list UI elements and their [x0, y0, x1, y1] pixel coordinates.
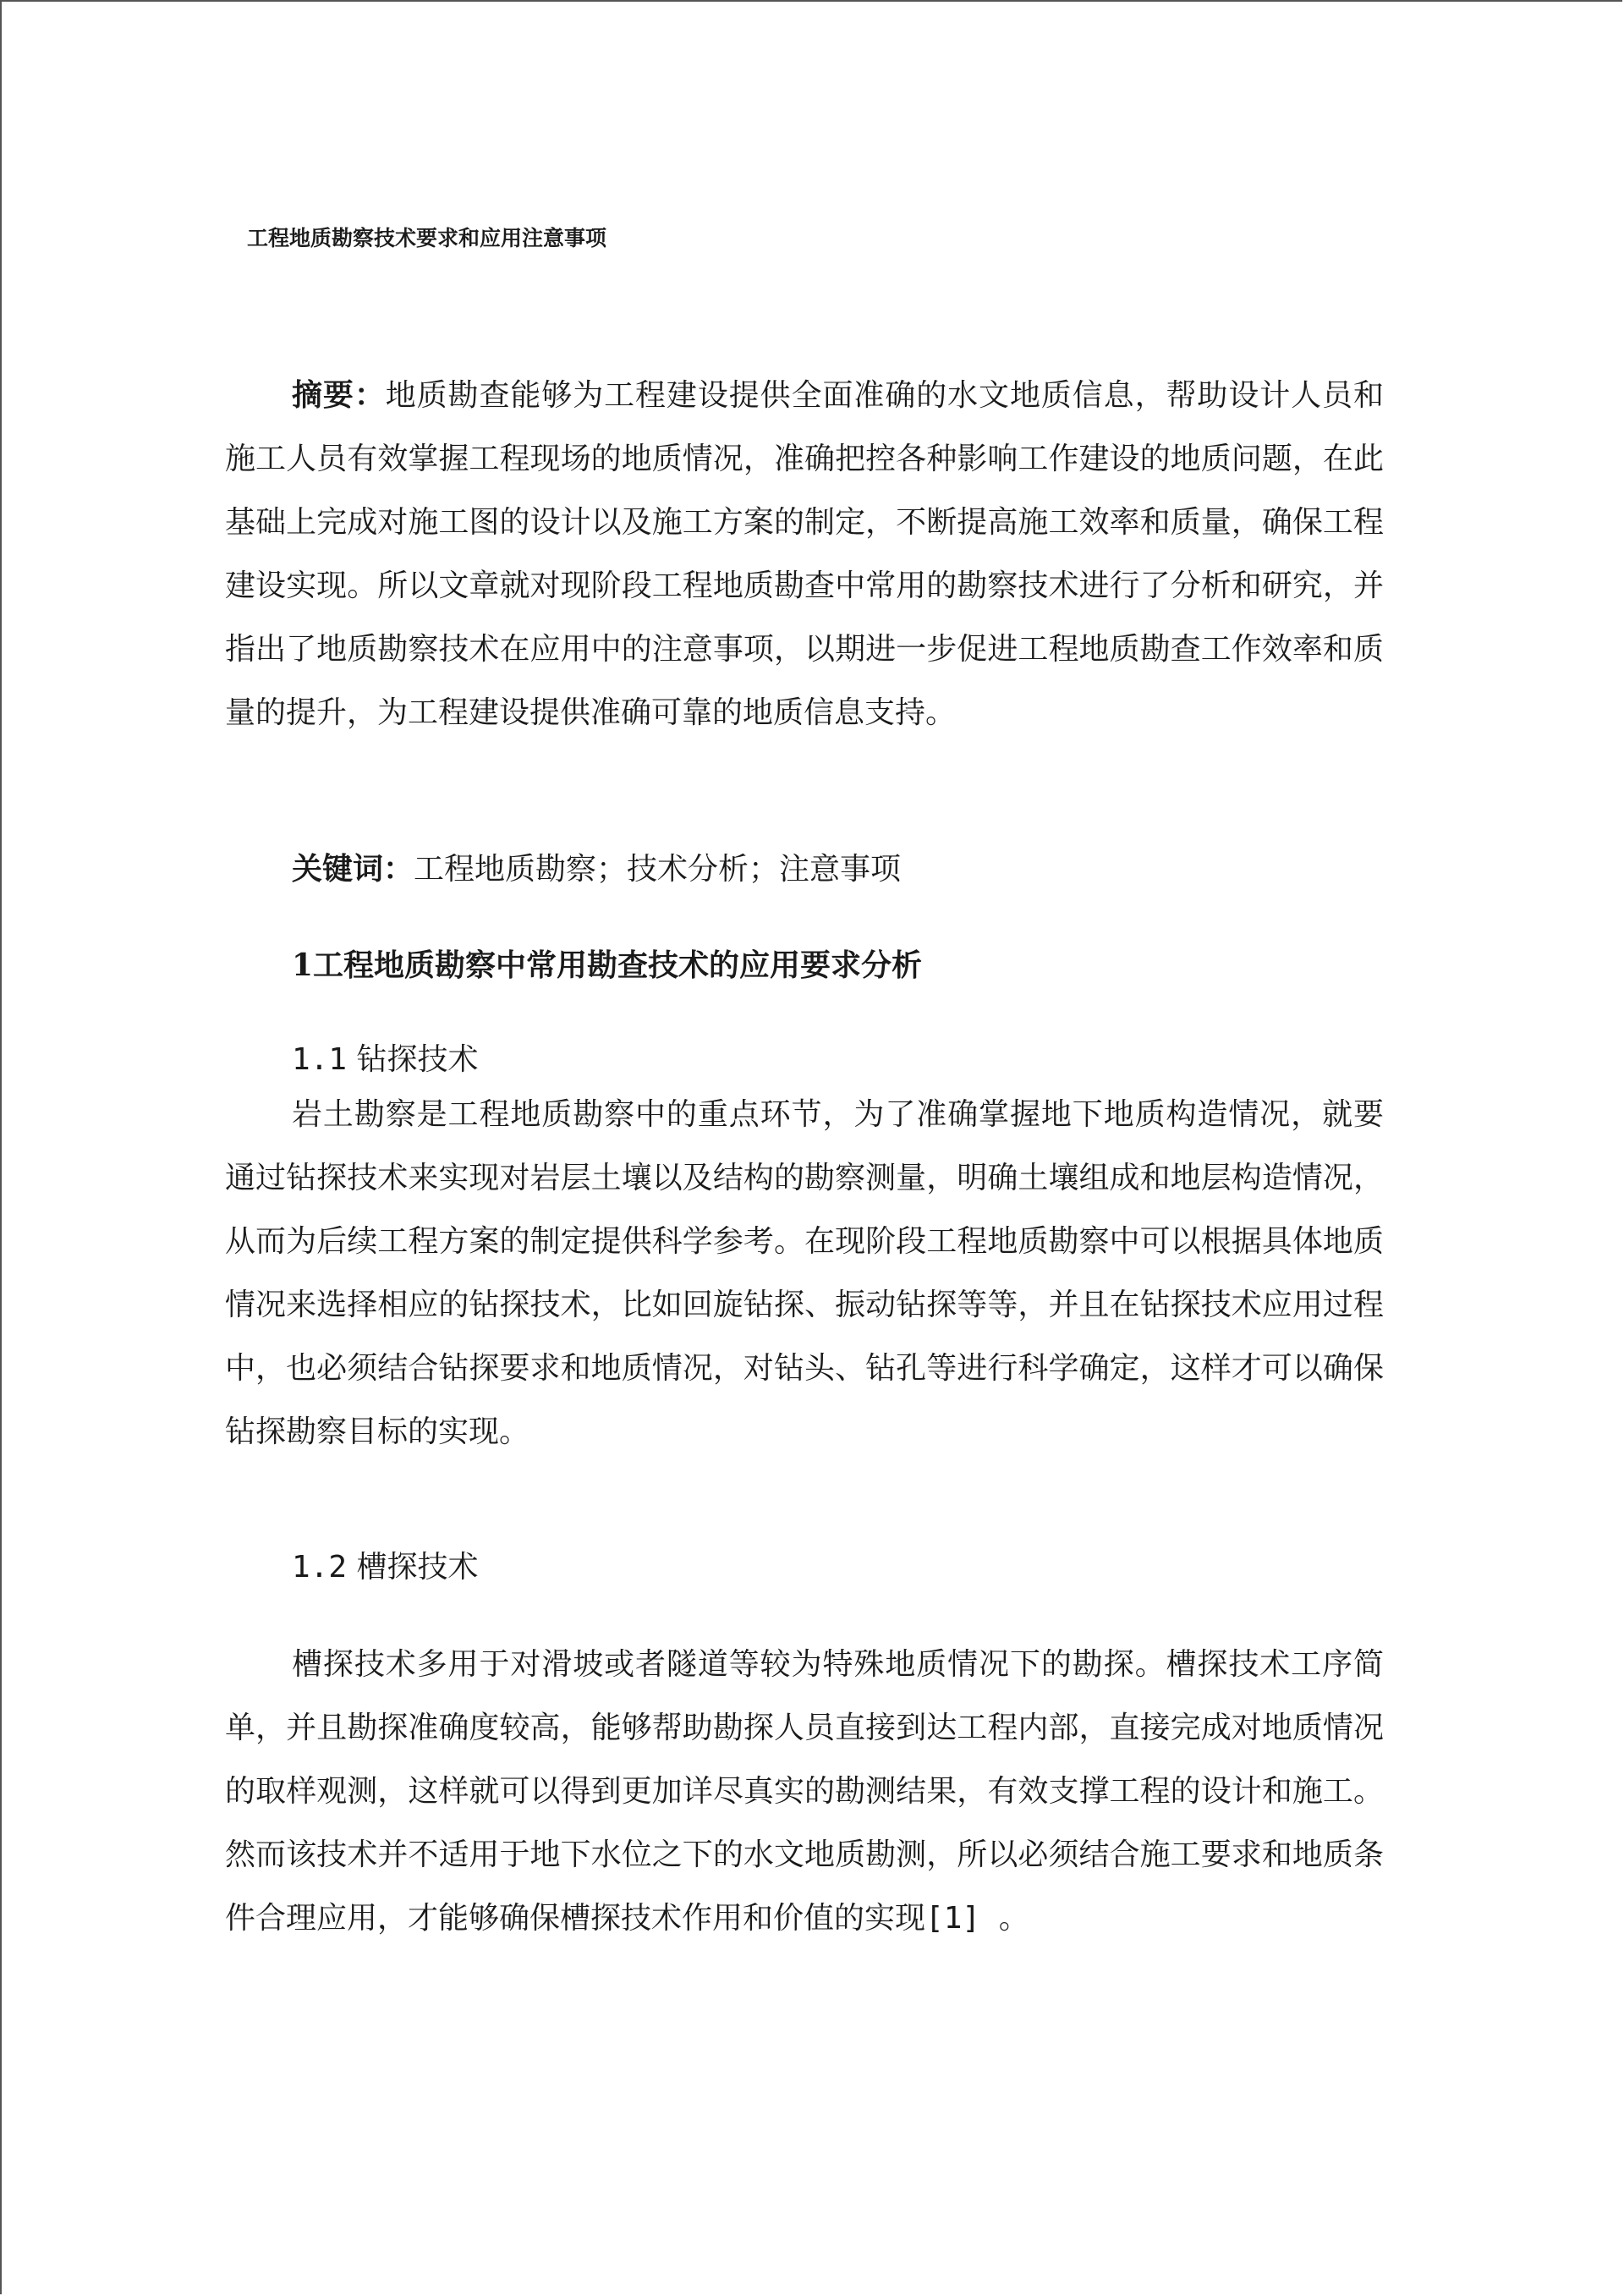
section-1-2-heading	[225, 1535, 1384, 1599]
section-1-2-text: 槽探技术多用于对滑坡或者隧道等较为特殊地质情况下的勘探。槽探技术工序简单，并且勘探准确度较高，能够帮助勘探人员直接到达工程内部，直接完成对地质情况的取样观测，这样就可以得到更加详尽真实的勘测结果，有效支撑工程的设计和施工。然而该技术并不适用于地下水位之下的水文地质勘测，所以必须结合施工要求和地质条件合理应用，才能够确保槽探技术作用和价值的实现	[225, 1647, 1384, 1936]
section-1-heading: 1工程地质勘察中常用勘查技术的应用要求分析	[292, 948, 923, 983]
document-title: 工程地质勘察技术要求和应用注意事项	[247, 226, 607, 250]
keywords-label: 关键词：	[292, 851, 414, 887]
section-1-1-paragraph: 岩土勘察是工程地质勘察中的重点环节，为了准确掌握地下地质构造情况，就要通过钻探技术来实现对岩层土壤以及结构的勘察测量，明确土壤组成和地层构造情况，从而为后续工程方案的制定提供科学参考。在现阶段工程地质勘察中可以根据具体地质情况来选择相应的钻探技术，比如回旋钻探、振动钻探等等，并且在钻探技术应用过程中，也必须结合钻探要求和地质情况，对钻头、钻孔等进行科学确定，这样才可以确保钻探勘察目标的实现。	[225, 1097, 1384, 1449]
section-1-2-title: 槽探技术	[356, 1550, 479, 1585]
section-1-2-number: 1.2	[292, 1550, 348, 1585]
keywords-paragraph	[225, 838, 1384, 901]
section-1-1-heading	[225, 1028, 1384, 1091]
section-1-1-number: 1.1	[292, 1042, 348, 1077]
keywords-text: 工程地质勘察；技术分析；注意事项	[414, 852, 902, 887]
citation: [1] 。	[925, 1901, 1029, 1936]
abstract-label: 摘要：	[292, 377, 386, 413]
abstract-text: 地质勘查能够为工程建设提供全面准确的水文地质信息，帮助设计人员和施工人员有效掌握工程现场的地质情况，准确把控各种影响工作建设的地质问题，在此基础上完成对施工图的设计以及施工方案的制定，不断提高施工效率和质量，确保工程建设实现。所以文章就对现阶段工程地质勘查中常用的勘察技术进行了分析和研究，并指出了地质勘察技术在应用中的注意事项，以期进一步促进工程地质勘查工作效率和质量的提升，为工程建设提供准确可靠的地质信息支持。	[225, 378, 1384, 730]
abstract-paragraph	[225, 364, 1384, 744]
section-1-1-title: 钻探技术	[356, 1042, 479, 1077]
section-1-2-paragraph	[225, 1633, 1384, 1950]
